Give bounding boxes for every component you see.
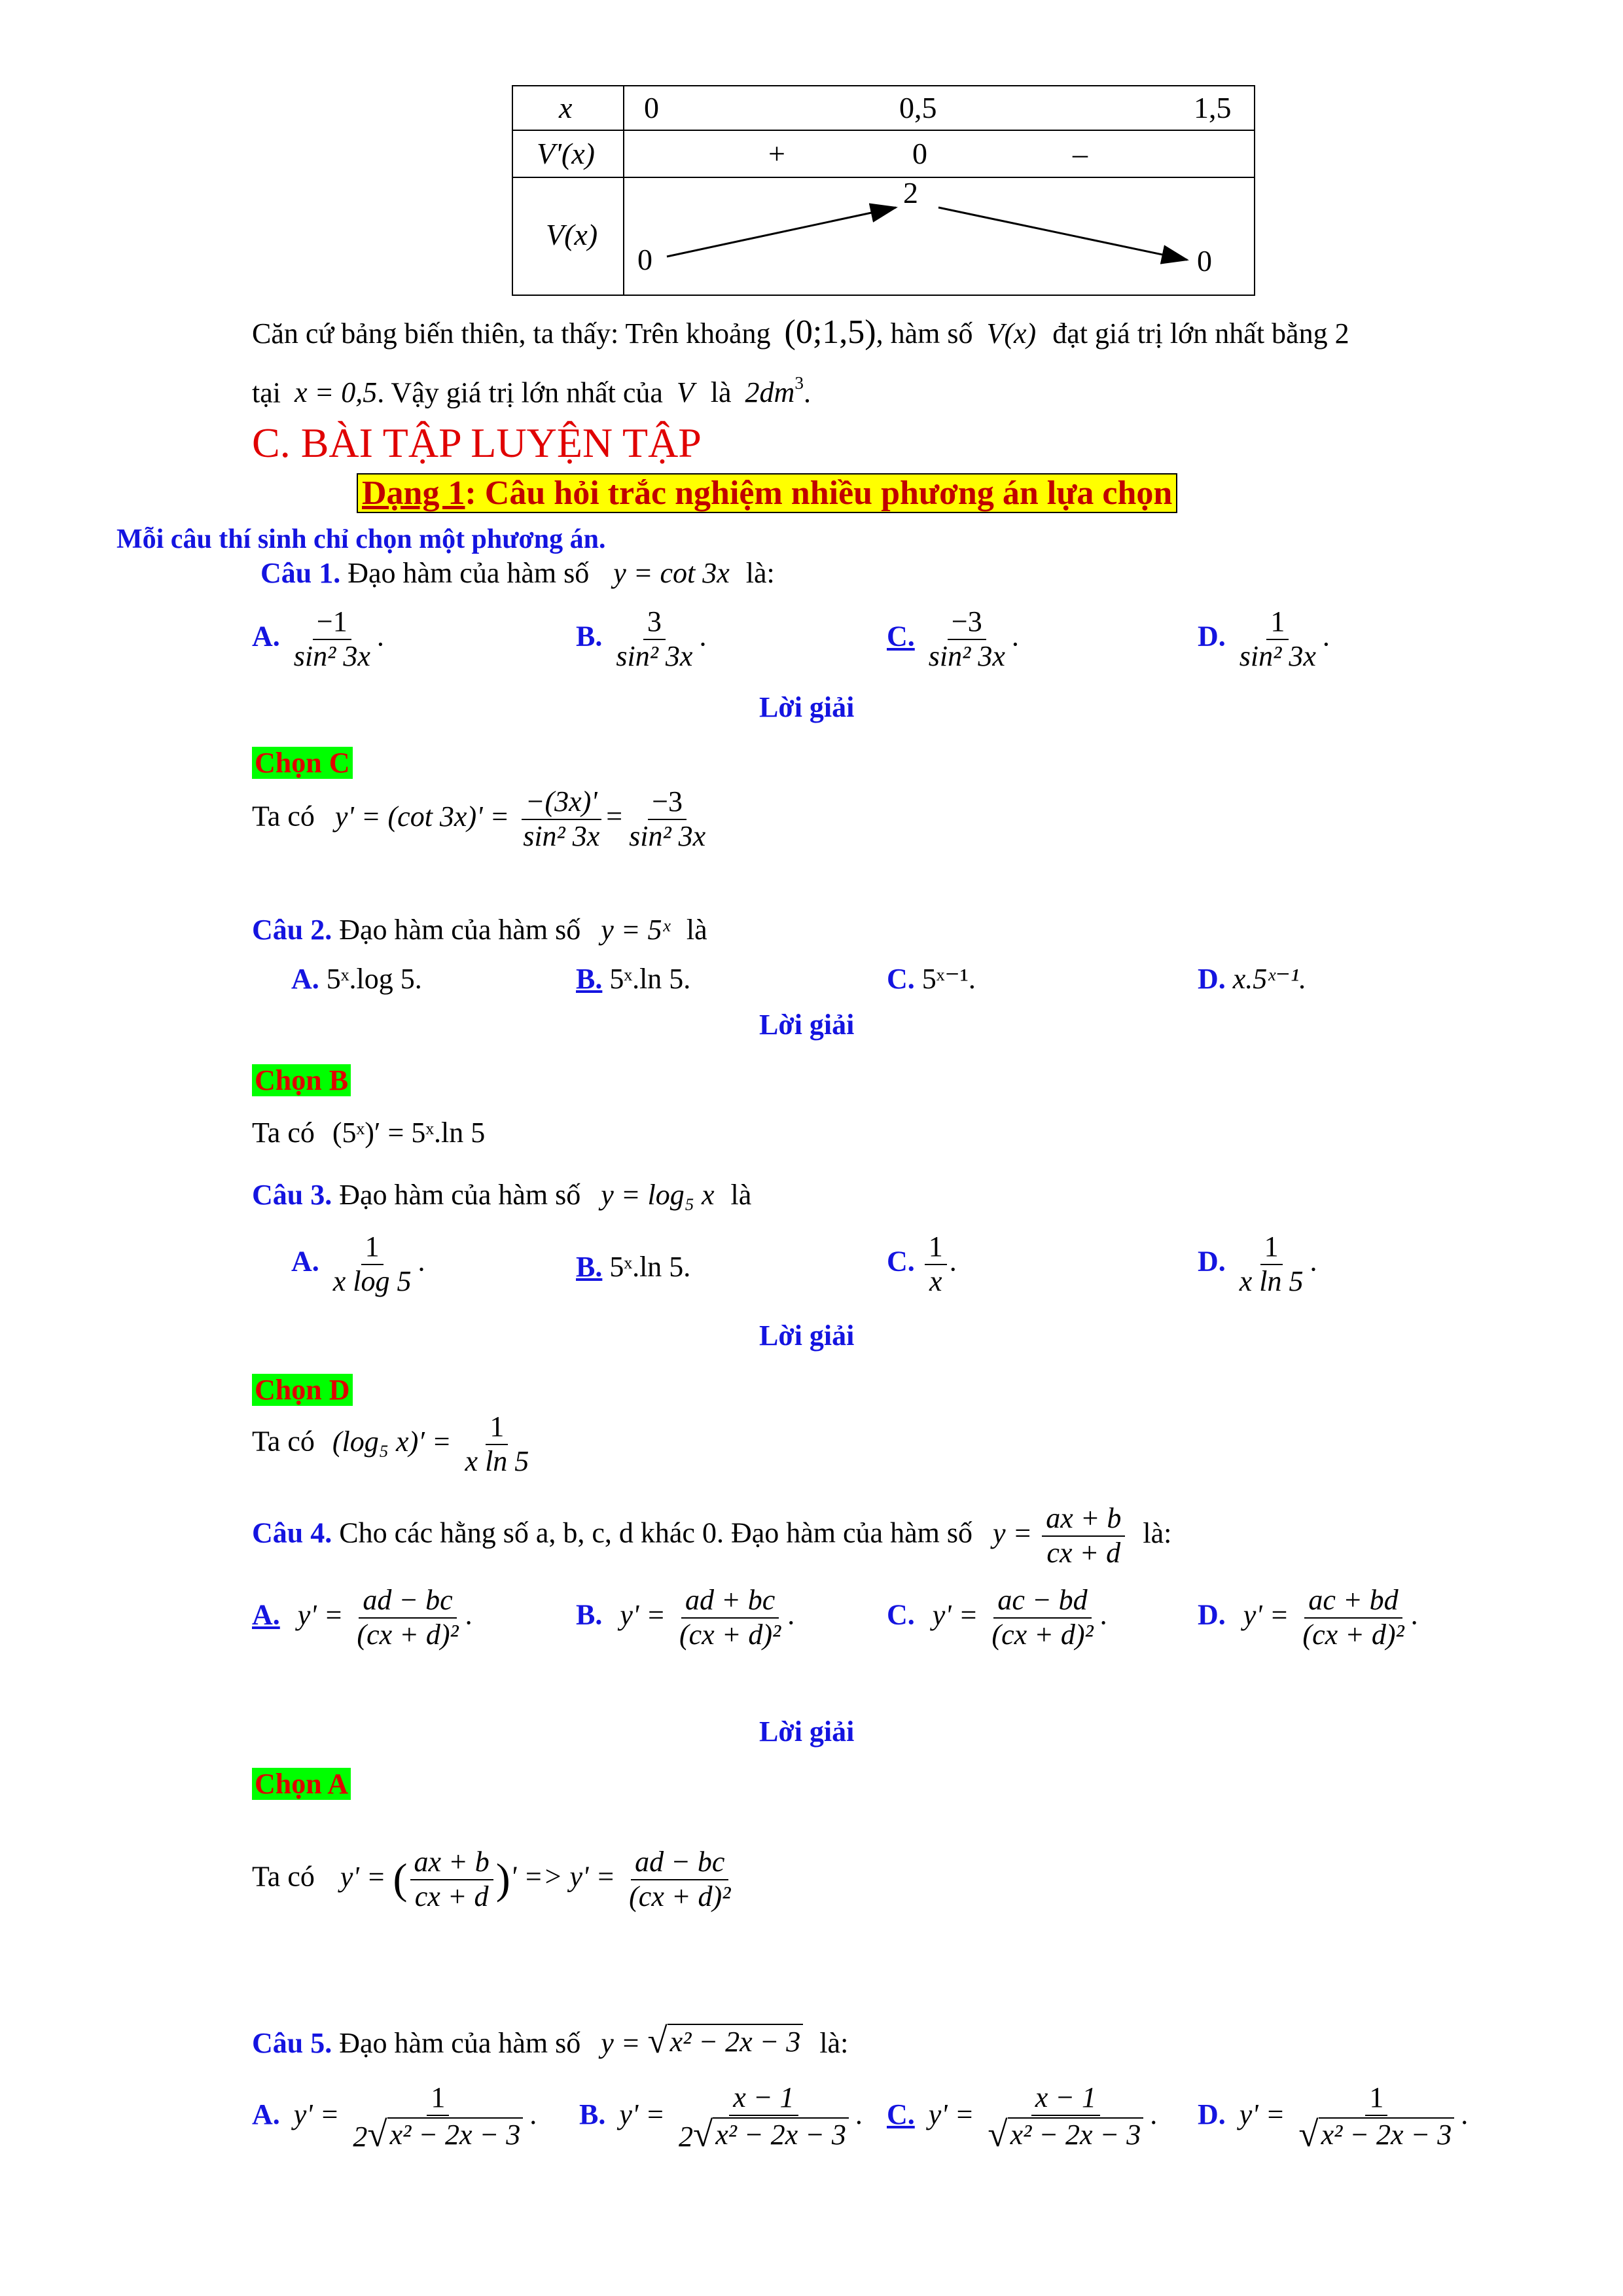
q3-c-label: C. (887, 1245, 915, 1278)
num: ac − bd (993, 1584, 1091, 1619)
q3-text: Đạo hàm của hàm số (339, 1179, 581, 1211)
conclusion-text: là (710, 376, 732, 409)
q4-c-frac (988, 1584, 1097, 1651)
q2-label: Câu 2. (252, 914, 332, 946)
q5-option-d[interactable]: D. y' = 1 √ x² − 2x − 3 . (1198, 2081, 1469, 2154)
num: 1 (1260, 1230, 1283, 1265)
q3-loigiai: Lời giải (759, 1319, 855, 1352)
table-x-0: 0 (644, 91, 659, 124)
q2-d-value: x.5ˣ⁻¹. (1232, 963, 1307, 995)
q5-a-lhs: y' = (293, 2098, 340, 2131)
q1-sol-frac-2 (625, 785, 709, 853)
conclusion-line-2 (252, 373, 811, 409)
num: 1 (361, 1230, 383, 1265)
q2-option-c[interactable] (887, 962, 976, 996)
num: x − 1 (1031, 2081, 1100, 2116)
den: sin² 3x (1239, 639, 1316, 672)
q3-sol-lead: Ta có (252, 1425, 315, 1458)
q4-stem (252, 1502, 1171, 1570)
q4-sol-frac-2 (625, 1846, 734, 1913)
q1-d-frac (1236, 605, 1320, 673)
conclusion-exp: 3 (794, 373, 804, 393)
q4-d-frac (1298, 1584, 1408, 1651)
q2-option-d[interactable] (1198, 962, 1306, 996)
q4-label: Câu 4. (252, 1516, 332, 1549)
q3-label: Câu 3. (252, 1179, 332, 1211)
den: sin² 3x (293, 639, 370, 672)
num: 1 (925, 1230, 947, 1265)
q4-b-lhs: y' = (620, 1598, 666, 1631)
den: (cx + d)² (679, 1618, 781, 1651)
variation-table (512, 85, 1255, 296)
den: cx + d (1046, 1536, 1121, 1569)
q4-answer: Chọn A (252, 1768, 351, 1800)
q3-sol-frac (461, 1410, 533, 1478)
num: 3 (643, 605, 666, 640)
den: (cx + d)² (991, 1618, 1094, 1651)
conclusion-text: . (803, 376, 811, 409)
q3-stem (252, 1178, 751, 1211)
den: (cx + d)² (357, 1618, 459, 1651)
q3-tail: là (730, 1179, 752, 1211)
q4-sol-frac-1 (410, 1846, 493, 1913)
table-label-func: V(x) (546, 218, 598, 251)
den: cx + d (414, 1880, 489, 1912)
conclusion-V: V (676, 376, 694, 409)
num: ad − bc (359, 1584, 456, 1619)
q3-option-c[interactable]: C. $\frac{1}{x}$ . (887, 1230, 957, 1297)
table-row-func (513, 178, 1254, 293)
den: x log 5 (332, 1265, 412, 1297)
q3-a-frac (329, 1230, 416, 1298)
coef: 2 (679, 2120, 693, 2153)
radicand: x² − 2x − 3 (1319, 2117, 1455, 2152)
q1-text: Đạo hàm của hàm số (348, 557, 590, 589)
conclusion-text: , hàm số (876, 317, 973, 350)
conclusion-line-1 (252, 313, 1349, 351)
num: ad + bc (681, 1584, 779, 1619)
num: −3 (948, 605, 986, 640)
table-label-x: x (559, 91, 573, 124)
q1-loigiai: Lời giải (759, 691, 855, 723)
q5-a-frac: 1 2 √ x² − 2x − 3 (349, 2081, 527, 2153)
q4-d-lhs: y' = (1243, 1598, 1289, 1631)
q1-option-a[interactable]: A. $\frac{-1}{\text{sin² 3x}}$ . (252, 605, 384, 672)
dang-text: : Câu hỏi trắc nghiệm nhiều phương án lựa chọn (465, 475, 1173, 512)
radicand: x² − 2x − 3 (387, 2117, 524, 2152)
q5-a-label: A. (252, 2098, 280, 2131)
num: 1 (1365, 2081, 1387, 2116)
den: x ln 5 (1239, 1265, 1304, 1297)
q5-label: Câu 5. (252, 2027, 332, 2059)
q4-option-a[interactable]: A. y' = $\frac{ad - bc}{\text{(cx + d)²}}$ . (252, 1584, 473, 1651)
q4-solution: Ta có y' = ( $\frac{ax + b}{cx + d}$ )' => y' = $\frac{ad - bc}{\text{(cx + d)²}}$ (252, 1846, 737, 1913)
q3-answer: Chọn D (252, 1374, 353, 1406)
q2-expr: y = 5ˣ (601, 914, 670, 946)
q5-option-c[interactable]: C. y' = x − 1 √ x² − 2x − 3 . (887, 2081, 1158, 2154)
radicand: x² − 2x − 3 (1008, 2117, 1144, 2152)
q1-a-label: A. (252, 620, 280, 653)
q2-d-label: D. (1198, 963, 1226, 995)
q1-a-frac (290, 605, 374, 673)
q2-c-value: 5ˣ⁻¹. (921, 963, 976, 995)
num: 1 (486, 1410, 508, 1445)
q1-expr: y = cot 3x (613, 557, 730, 589)
num: ac + bd (1304, 1584, 1402, 1619)
den: sin² 3x (616, 639, 693, 672)
q4-option-b[interactable]: B. y' = $\frac{ad + bc}{\text{(cx + d)²}}$ . (576, 1584, 795, 1651)
table-func-max: 2 (903, 176, 918, 209)
q1-b-label: B. (576, 620, 603, 653)
q3-b-value: 5ˣ.ln 5. (609, 1251, 691, 1283)
radicand: x² − 2x − 3 (668, 2024, 804, 2058)
dang-title (357, 474, 1177, 512)
q4-sol-mid: ' => y' = (510, 1860, 616, 1893)
q2-answer: Chọn B (252, 1064, 351, 1096)
q3-b-label: B. (576, 1251, 603, 1283)
q4-tail: là: (1143, 1516, 1172, 1549)
q1-option-b[interactable]: B. $\frac{3}{\text{sin² 3x}}$ . (576, 605, 707, 672)
num: −(3x)' (522, 785, 601, 820)
q5-tail: là: (819, 2027, 849, 2059)
conclusion-text: đạt giá trị lớn nhất bằng 2 (1052, 317, 1349, 350)
q1-solution: Ta có y' = (cot 3x)' = $\frac{-(3x)'}{\text{sin² 3x}}$ = $\frac{-3}{\text{sin² 3x}}$ (252, 785, 712, 853)
conclusion-x: x = 0,5 (294, 376, 378, 409)
q5-option-b[interactable]: B. y' = x − 1 2 √ x² − 2x − 3 . (579, 2081, 863, 2154)
q1-answer: Chọn C (252, 747, 353, 779)
table-deriv-zero: 0 (912, 137, 927, 170)
q5-stem (252, 2022, 848, 2060)
q3-solution (252, 1410, 535, 1478)
q4-option-c[interactable]: C. y' = $\frac{ac - bd}{\text{(cx + d)²}}$ . (887, 1584, 1107, 1651)
q4-c-label: C. (887, 1598, 915, 1631)
q4-d-label: D. (1198, 1598, 1226, 1631)
q1-sol-lhs: y' = (cot 3x)' = (334, 800, 510, 833)
q5-expr-lhs: y = (601, 2027, 641, 2059)
q4-c-lhs: y' = (932, 1598, 978, 1631)
q5-option-a[interactable]: A. y' = 1 2 √ x² − 2x − 3 . (252, 2081, 537, 2154)
arrow-up (667, 207, 896, 257)
q2-b-label: B. (576, 963, 603, 995)
q3-option-a[interactable]: A. $\frac{1}{\text{x log 5}}$ . (291, 1230, 425, 1297)
table-deriv-minus: – (1073, 137, 1088, 170)
q5-c-frac: x − 1 √ x² − 2x − 3 (984, 2081, 1147, 2153)
q2-a-label: A. (291, 963, 319, 995)
table-deriv-plus: + (768, 137, 785, 170)
q4-a-label: A. (252, 1598, 280, 1631)
coef: 2 (353, 2120, 368, 2153)
q4-a-frac (353, 1584, 462, 1651)
q4-expr-frac (1042, 1502, 1125, 1570)
q3-chon (252, 1373, 353, 1407)
q1-sol-lead: Ta có (252, 800, 315, 833)
den: sin² 3x (928, 639, 1005, 672)
q5-expr-sqrt: √ x² − 2x − 3 (647, 2022, 803, 2058)
q3-option-b[interactable] (576, 1250, 690, 1283)
q5-d-frac: 1 √ x² − 2x − 3 (1294, 2081, 1458, 2153)
conclusion-max: 2dm (745, 376, 795, 409)
table-x-05: 0,5 (899, 91, 937, 124)
q5-c-lhs: y' = (928, 2098, 974, 2131)
q3-a-label: A. (291, 1245, 319, 1278)
section-title: C. BÀI TẬP LUYỆN TẬP (252, 420, 702, 466)
den: (cx + d)² (629, 1880, 731, 1912)
conclusion-text: Căn cứ bảng biến thiên, ta thấy: Trên khoảng (252, 317, 771, 350)
q1-label: Câu 1. (260, 557, 341, 589)
num: 1 (1266, 605, 1289, 640)
q4-expr-lhs: y = (992, 1516, 1033, 1549)
q4-text: Cho các hằng số a, b, c, d khác 0. Đạo hàm của hàm số (339, 1516, 972, 1549)
q4-loigiai: Lời giải (759, 1715, 855, 1748)
q3-d-label: D. (1198, 1245, 1226, 1278)
q5-d-label: D. (1198, 2098, 1226, 2131)
q2-text: Đạo hàm của hàm số (339, 914, 581, 946)
q5-b-label: B. (579, 2098, 606, 2131)
q3-option-d[interactable]: D. $\frac{1}{\text{x ln 5}}$ . (1198, 1230, 1317, 1297)
q1-c-label: C. (887, 620, 915, 653)
q1-chon (252, 746, 353, 780)
table-row-x (513, 86, 1254, 131)
q3-c-frac (925, 1230, 947, 1298)
q2-stem (252, 913, 707, 946)
q2-chon (252, 1064, 351, 1097)
num: −1 (313, 605, 351, 640)
q1-sol-frac-1 (519, 785, 603, 853)
q1-option-d[interactable]: D. $\frac{1}{\text{sin² 3x}}$ . (1198, 605, 1330, 672)
table-row-deriv (513, 130, 1254, 178)
arrow-down (938, 207, 1187, 260)
q4-b-label: B. (576, 1598, 603, 1631)
den: x (929, 1265, 942, 1297)
q4-chon (252, 1767, 351, 1801)
q1-b-frac (612, 605, 696, 673)
conclusion-function: V(x) (986, 317, 1037, 350)
q2-tail: là (686, 914, 707, 946)
den: sin² 3x (523, 819, 600, 852)
q1-stem (260, 556, 775, 590)
q5-text: Đạo hàm của hàm số (339, 2027, 581, 2059)
num: ax + b (1042, 1502, 1125, 1537)
instruction: Mỗi câu thí sinh chỉ chọn một phương án. (116, 524, 606, 554)
q2-loigiai: Lời giải (759, 1009, 855, 1041)
q4-a-lhs: y' = (297, 1598, 344, 1631)
table-func-0-right: 0 (1197, 244, 1212, 278)
q1-d-label: D. (1198, 620, 1226, 653)
num: ax + b (410, 1846, 493, 1880)
q4-sol-lead: Ta có (252, 1860, 315, 1893)
conclusion-text: tại (252, 376, 281, 409)
q1-tail: là: (745, 557, 775, 589)
q2-b-value: 5ˣ.ln 5. (609, 963, 691, 995)
den: sin² 3x (629, 819, 706, 852)
q5-b-frac: x − 1 2 √ x² − 2x − 3 (675, 2081, 853, 2153)
den: x ln 5 (465, 1444, 529, 1477)
table-func-0-left: 0 (637, 243, 652, 276)
q5-d-lhs: y' = (1239, 2098, 1285, 2131)
q5-c-label: C. (887, 2098, 915, 2131)
q3-expr: y = log₅ x (601, 1179, 715, 1211)
radicand: x² − 2x − 3 (713, 2117, 849, 2152)
table-x-15: 1,5 (1194, 91, 1232, 124)
q4-option-d[interactable]: D. y' = $\frac{ac + bd}{\text{(cx + d)²}}$ . (1198, 1584, 1418, 1651)
q2-c-label: C. (887, 963, 915, 995)
q2-sol-expr: (5ˣ)′ = 5ˣ.ln 5 (332, 1117, 486, 1149)
q2-solution (252, 1116, 485, 1149)
q4-b-frac (675, 1584, 785, 1651)
conclusion-interval: (0;1,5) (784, 314, 876, 351)
num: 1 (427, 2081, 449, 2116)
table-arrows (513, 178, 1253, 293)
num: ad − bc (631, 1846, 728, 1880)
table-label-deriv: V'(x) (537, 137, 595, 170)
conclusion-text: . Vậy giá trị lớn nhất của (377, 376, 663, 409)
dang-label: Dạng 1 (362, 475, 465, 512)
num: −3 (648, 785, 687, 820)
q2-a-value: 5ˣ.log 5. (326, 963, 422, 995)
q1-c-frac (925, 605, 1009, 673)
q1-option-c[interactable]: C. $\frac{-3}{\text{sin² 3x}}$ . (887, 605, 1019, 672)
q4-sol-lhs: y' = (340, 1860, 386, 1893)
q2-sol-lead: Ta có (252, 1117, 315, 1149)
q5-b-lhs: y' = (619, 2098, 665, 2131)
den: (cx + d)² (1302, 1618, 1404, 1651)
q2-option-b[interactable] (576, 962, 690, 996)
q3-d-frac (1236, 1230, 1308, 1298)
q2-option-a[interactable] (291, 962, 422, 996)
num: x − 1 (729, 2081, 798, 2116)
q3-sol-lhs: (log₅ x)′ = (332, 1425, 452, 1458)
